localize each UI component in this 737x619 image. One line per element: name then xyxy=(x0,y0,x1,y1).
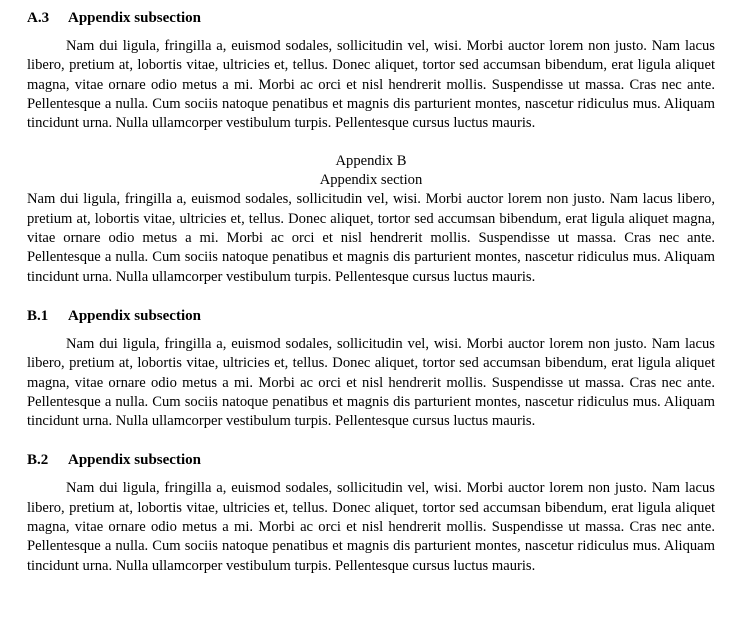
subsection-title: Appendix subsection xyxy=(68,307,201,324)
subsection-b1 xyxy=(27,306,715,431)
subsection-title: Appendix subsection xyxy=(68,10,201,26)
subsection-number: B.1 xyxy=(27,307,49,324)
document-page xyxy=(27,8,715,595)
appendix-b-section xyxy=(27,152,715,286)
subsection-number: B.2 xyxy=(27,452,49,469)
paragraph: Nam dui ligula, fringilla a, euismod sodales, sollicitudin vel, wisi. Morbi auctor lorem non justo. Nam lacus libero, pretium at, lobortis vitae, ultricies et, tellus. Donec aliquet, tortor sed accumsan bibendum, erat ligula aliquet magna, vitae ornare odio metus a mi. Morbi ac orci et nisl hendrerit mollis. Suspendisse ut massa. Cras nec ante. Pellentesque a nulla. Cum sociis natoque penatibus et magnis dis parturient montes, nascetur ridiculus mus. Aliquam tincidunt urna. Nulla ullamcorper vestibulum turpis. Pellentesque cursus luctus mauris. xyxy=(27,480,715,574)
subsection-number: A.3 xyxy=(27,10,50,26)
subsection-heading xyxy=(27,450,715,470)
subsection-a3 xyxy=(27,8,715,133)
paragraph: Nam dui ligula, fringilla a, euismod sodales, sollicitudin vel, wisi. Morbi auctor lorem non justo. Nam lacus libero, pretium at, lobortis vitae, ultricies et, tellus. Donec aliquet, tortor sed accumsan bibendum, erat ligula aliquet magna, vitae ornare odio metus a mi. Morbi ac orci et nisl hendrerit mollis. Suspendisse ut massa. Cras nec ante. Pellentesque a nulla. Cum sociis natoque penatibus et magnis dis parturient montes, nascetur ridiculus mus. Aliquam tincidunt urna. Nulla ullamcorper vestibulum turpis. Pellentesque cursus luctus mauris. xyxy=(27,335,715,430)
paragraph: Nam dui ligula, fringilla a, euismod sodales, sollicitudin vel, wisi. Morbi auctor lorem non justo. Nam lacus libero, pretium at, lobortis vitae, ultricies et, tellus. Donec aliquet, tortor sed accumsan bibendum, erat ligula aliquet magna, vitae ornare odio metus a mi. Morbi ac orci et nisl hendrerit mollis. Suspendisse ut massa. Cras nec ante. Pellentesque a nulla. Cum sociis natoque penatibus et magnis dis parturient montes, nascetur ridiculus mus. Aliquam tincidunt urna. Nulla ullamcorper vestibulum turpis. Pellentesque cursus luctus mauris. xyxy=(27,191,715,285)
subsection-title: Appendix subsection xyxy=(68,452,201,469)
appendix-section-title: Appendix section xyxy=(319,172,423,189)
subsection-b2 xyxy=(27,450,715,575)
bottom-fade xyxy=(0,605,737,619)
appendix-label: Appendix B xyxy=(335,153,407,170)
subsection-heading xyxy=(27,8,715,28)
paragraph: Nam dui ligula, fringilla a, euismod sodales, sollicitudin vel, wisi. Morbi auctor lorem non justo. Nam lacus libero, pretium at, lobortis vitae, ultricies et, tellus. Donec aliquet, tortor sed accumsan bibendum, erat ligula aliquet magna, vitae ornare odio metus a mi. Morbi ac orci et nisl hendrerit mollis. Suspendisse ut massa. Cras nec ante. Pellentesque a nulla. Cum sociis natoque penatibus et magnis dis parturient montes, nascetur ridiculus mus. Aliquam tincidunt urna. Nulla ullamcorper vestibulum turpis. Pellentesque cursus luctus mauris. xyxy=(27,38,715,132)
subsection-heading xyxy=(27,306,715,326)
